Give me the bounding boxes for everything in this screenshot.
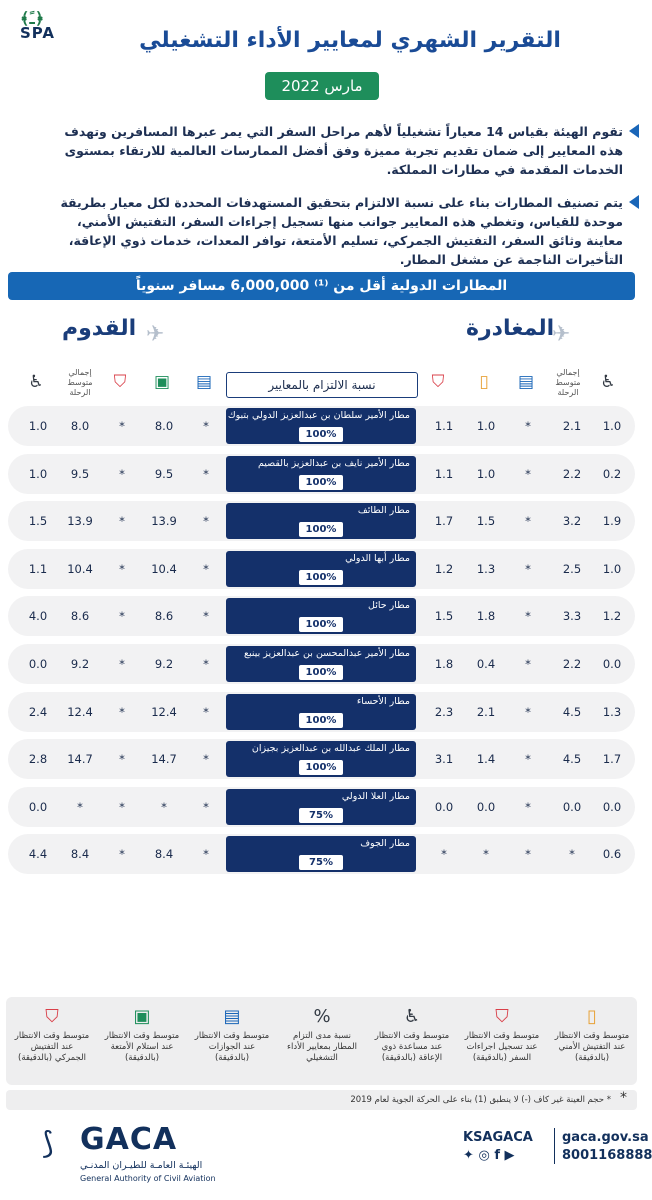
baggage-icon: ▣ [153, 372, 171, 392]
arrival-cell: * [203, 514, 209, 529]
intro-paragraph-2: يتم تصنيف المطارات بناء على نسبة الالتزام بتحقيق المستهدفات المحددة لكل معيار بطريقة موحدة للقياس، وتغطي هذه المعايير جوانب منها تسجيل إجراءات السفر، التفتيش الأمني، معاينة وثائق السفر، التفتيش الجمركي، تسليم الأمتعة، توافر المعدات، خدمات ذوي الإعاقة، التأخيرات الناجمة عن مشغل المطار. [53, 193, 623, 269]
arrival-cell: 8.0 [154, 419, 174, 433]
arrival-cell: * [203, 657, 209, 671]
arrival-cell: 9.2 [154, 657, 174, 671]
departure-cell: 1.5 [476, 514, 496, 529]
airport-name: مطار الملك عبدالله بن عبدالعزيز بجيزان [251, 743, 410, 755]
table-row [8, 501, 635, 541]
departure-cell: 1.1 [434, 419, 454, 433]
contact-divider [554, 1128, 555, 1164]
legend-text: متوسط وقت الانتظار عند تسجيل اجراءات السفر (بالدقيقة) [464, 1031, 540, 1063]
departure-cell: 1.4 [476, 752, 496, 767]
spa-wave-icon: ﴾ﹱ﴿ [20, 9, 45, 28]
total-trip-header: إجمالي متوسط الرحلة [67, 368, 93, 397]
legend-item [284, 1005, 360, 1064]
arrival-cell: 2.8 [28, 752, 48, 767]
compliance-percent: 100% [299, 665, 343, 680]
wheelchair-icon: ♿ [28, 372, 44, 392]
arrival-cell: 8.6 [154, 609, 174, 624]
legend-text: متوسط وقت الانتظار عند التفتيش الجمركي (بالدقيقة) [14, 1031, 90, 1063]
departure-cell: 2.2 [562, 466, 582, 481]
arrival-cell: 8.4 [154, 847, 174, 862]
arrival-cell: 8.6 [70, 609, 90, 624]
spa-logo-text: SPA [20, 24, 56, 42]
departure-cell: 1.2 [602, 609, 622, 624]
departure-cell: 2.3 [434, 704, 454, 719]
arrival-cell: * [77, 799, 83, 814]
legend-item [374, 1005, 450, 1064]
arrival-cell: * [203, 609, 209, 624]
metal-detector-icon: ▯ [479, 372, 489, 392]
arrival-cell: 12.4 [67, 704, 93, 719]
legend-text: متوسط وقت الانتظار عند التفتيش الأمني (بالدقيقة) [554, 1031, 630, 1063]
compliance-percent: 100% [299, 617, 343, 632]
arrival-cell: 8.0 [70, 419, 90, 433]
arrival-cell: 14.7 [67, 752, 93, 767]
airport-name: مطار حائل [368, 600, 410, 612]
departure-cell: * [525, 609, 531, 624]
customs-icon: ⛉ [113, 372, 127, 392]
departure-plane-icon: ✈ [552, 322, 571, 347]
departure-cell: 1.9 [602, 514, 622, 529]
departure-cell: 2.1 [476, 704, 496, 719]
phone-number[interactable]: 8001168888 [562, 1148, 652, 1163]
departure-cell: 1.7 [602, 752, 622, 767]
arrival-cell: 1.0 [28, 419, 48, 433]
bullet-marker-icon [629, 195, 639, 209]
social-icons [463, 1148, 515, 1163]
arrival-cell: * [119, 657, 125, 671]
arrival-cell: 4.0 [28, 609, 48, 624]
airport-name-box [226, 551, 416, 587]
arrival-cell: 12.4 [151, 704, 177, 719]
departure-cell: 0.0 [602, 657, 622, 671]
airport-name-box [226, 456, 416, 492]
table-row [8, 549, 635, 589]
departure-cell: 0.0 [602, 799, 622, 814]
compliance-percent: 100% [299, 760, 343, 775]
arrival-cell: 14.7 [151, 752, 177, 767]
arrival-cell: * [119, 466, 125, 481]
compliance-percent: 100% [299, 570, 343, 585]
arrival-cell: * [119, 609, 125, 624]
departure-cell: 1.0 [602, 419, 622, 433]
airport-name: مطار الأمير نايف بن عبدالعزيز بالقصيم [257, 457, 410, 469]
bullet-marker-icon [629, 124, 639, 138]
twitter-handle[interactable]: KSAGACA [463, 1130, 533, 1145]
departure-cell: 1.7 [434, 514, 454, 529]
page-title: التقرير الشهري لمعايير الأداء التشغيلي [139, 28, 561, 53]
arrival-cell: 13.9 [67, 514, 93, 529]
footnote-bar [6, 1090, 637, 1110]
table-row [8, 454, 635, 494]
departure-cell: 1.1 [434, 466, 454, 481]
table-row [8, 692, 635, 732]
departure-cell: 4.5 [562, 704, 582, 719]
departure-cell: 2.1 [562, 419, 582, 433]
legend-item [194, 1005, 270, 1064]
departure-cell: * [525, 466, 531, 481]
arrival-cell: * [161, 799, 167, 814]
compliance-header: نسبة الالتزام بالمعايير [226, 372, 418, 398]
footnote-text: * حجم العينة غير كاف (-) لا ينطبق (1) بناء على الحركة الجوية لعام 2019 [350, 1095, 611, 1105]
arrival-cell: * [119, 514, 125, 529]
checkin-counter-icon: ⛉ [495, 1006, 509, 1027]
departure-cell: 3.1 [434, 752, 454, 767]
passport-icon: ▤ [517, 372, 535, 392]
departure-cell: * [569, 847, 575, 862]
airport-name: مطار أبها الدولي [345, 552, 410, 564]
legend-item [104, 1005, 180, 1064]
table-row [8, 739, 635, 779]
legend-text: متوسط وقت الانتظار عند الجوازات (بالدقيقة) [194, 1031, 270, 1063]
airport-name-box [226, 646, 416, 682]
compliance-percent: 100% [299, 427, 343, 442]
arrival-cell: * [119, 752, 125, 767]
departure-cell: * [483, 847, 489, 862]
instagram-icon[interactable]: ◎ [478, 1148, 490, 1163]
arrival-cell: 9.2 [70, 657, 90, 671]
asterisk-icon: * [620, 1090, 627, 1106]
departure-cell: 0.2 [602, 466, 622, 481]
departure-cell: * [441, 847, 447, 862]
gaca-logo [40, 1120, 220, 1190]
website-link[interactable]: gaca.gov.sa [562, 1130, 649, 1145]
airport-name: مطار الطائف [357, 505, 410, 517]
departure-cell: 4.5 [562, 752, 582, 767]
compliance-percent: 100% [299, 522, 343, 537]
departure-cell: 1.8 [434, 657, 454, 671]
departure-cell: 1.8 [476, 609, 496, 624]
wheelchair-icon: ♿ [600, 372, 616, 392]
arrival-cell: * [203, 799, 209, 814]
arrival-cell: * [203, 466, 209, 481]
departure-cell: * [525, 752, 531, 767]
arrival-cell: 0.0 [28, 657, 48, 671]
airport-name-box [226, 503, 416, 539]
arrival-cell: 13.9 [151, 514, 177, 529]
departure-cell: * [525, 419, 531, 433]
gaca-english-name: General Authority of Civil Aviation [80, 1174, 216, 1183]
legend-panel [6, 997, 637, 1085]
arrival-cell: 1.0 [28, 466, 48, 481]
arrival-cell: 10.4 [67, 561, 93, 576]
departure-cell: 1.3 [602, 704, 622, 719]
arrival-cell: 10.4 [151, 561, 177, 576]
airport-name: مطار الأحساء [356, 695, 410, 707]
gaca-arabic-name: الهيئـة العامـة للطيـران المدنـي [80, 1160, 203, 1171]
arrival-cell: * [203, 752, 209, 767]
legend-item [554, 1005, 630, 1064]
arrival-cell: 1.1 [28, 561, 48, 576]
table-row [8, 406, 635, 446]
compliance-percent: 75% [299, 808, 343, 823]
departure-cell: 0.0 [562, 799, 582, 814]
airport-name: مطار الأمير عبدالمحسن بن عبدالعزيز بينبع [243, 648, 410, 659]
airport-name-box [226, 408, 416, 444]
departure-cell: 2.5 [562, 561, 582, 576]
departure-cell: 1.0 [602, 561, 622, 576]
twitter-icon[interactable]: ✦ [463, 1148, 474, 1163]
departure-cell: * [525, 799, 531, 814]
table-row [8, 644, 635, 684]
arrival-cell: * [203, 847, 209, 862]
arrival-cell: 9.5 [154, 466, 174, 481]
passport-icon: ▤ [195, 372, 213, 392]
departure-cell: 3.3 [562, 609, 582, 624]
facebook-icon[interactable]: f [494, 1148, 500, 1163]
youtube-icon[interactable]: ▶ [504, 1148, 515, 1163]
arrival-cell: 4.4 [28, 847, 48, 862]
departure-cell: 1.3 [476, 561, 496, 576]
arrival-cell: * [119, 561, 125, 576]
spa-logo [20, 9, 72, 42]
table-row [8, 596, 635, 636]
arrival-cell: * [119, 704, 125, 719]
legend-text: متوسط وقت الانتظار عند استلام الأمتعة (بالدقيقة) [104, 1031, 180, 1063]
departure-cell: 1.5 [434, 609, 454, 624]
airport-name-box [226, 741, 416, 777]
departure-cell: * [525, 704, 531, 719]
arrival-cell: 2.4 [28, 704, 48, 719]
airport-name: مطار العلا الدولي [341, 790, 410, 802]
customs-icon: ⛉ [45, 1006, 59, 1027]
baggage-icon: ▣ [133, 1006, 151, 1027]
arrival-cell: * [203, 704, 209, 719]
airport-name-box [226, 694, 416, 730]
wheelchair-icon: ♿ [403, 1006, 421, 1027]
gaca-emblem-icon: ⟆ [42, 1126, 54, 1161]
departure-cell: 0.6 [602, 847, 622, 862]
departure-cell: 1.2 [434, 561, 454, 576]
airport-name-box [226, 836, 416, 872]
arrival-cell: * [203, 419, 209, 433]
checkin-counter-icon: ⛉ [431, 372, 445, 392]
arrival-cell: 0.0 [28, 799, 48, 814]
arrival-cell: * [119, 419, 125, 433]
departure-cell: * [525, 657, 531, 671]
arrival-cell: 1.5 [28, 514, 48, 529]
departure-cell: 0.0 [476, 799, 496, 814]
airport-name: مطار الجوف [360, 838, 410, 850]
month-badge: مارس 2022 [265, 72, 379, 100]
legend-item [14, 1005, 90, 1064]
departure-cell: * [525, 514, 531, 529]
compliance-percent: 75% [299, 855, 343, 870]
arrival-cell: * [203, 561, 209, 576]
gaca-abbr: GACA [80, 1122, 178, 1157]
passport-icon: ▤ [223, 1006, 241, 1027]
arrival-plane-icon: ✈ [146, 322, 165, 347]
departure-cell: 2.2 [562, 657, 582, 671]
total-trip-header: إجمالي متوسط الرحلة [555, 368, 581, 397]
arrival-cell: * [119, 847, 125, 862]
legend-text: نسبة مدى التزام المطار بمعايير الأداء التشغيلي [287, 1031, 357, 1063]
category-band: المطارات الدولية أقل من ⁽¹⁾ 6,000,000 مسافر سنوياً [8, 272, 635, 300]
table-row [8, 834, 635, 874]
airport-name-box [226, 598, 416, 634]
metal-detector-icon: ▯ [587, 1006, 597, 1027]
intro-paragraph-1: تقوم الهيئة بقياس 14 معياراً تشغيلياً لأهم مراحل السفر التي يمر عبرها المسافرين وتهدف هذه المعايير إلى ضمان تقديم تجربة مميزة وفق أفضل الممارسات العالمية للارتقاء بمستوى الخدمات المقدمة في مطارات المملكة. [53, 122, 623, 179]
departures-label: المغادرة [466, 316, 555, 341]
airport-name: مطار الأمير سلطان بن عبدالعزيز الدولي بتبوك [227, 410, 410, 421]
airport-name-box [226, 789, 416, 825]
arrival-cell: 9.5 [70, 466, 90, 481]
compliance-percent: 100% [299, 713, 343, 728]
arrival-cell: * [119, 799, 125, 814]
compliance-percent: 100% [299, 475, 343, 490]
departure-cell: * [525, 561, 531, 576]
arrivals-label: القدوم [62, 316, 137, 341]
departure-cell: 1.0 [476, 419, 496, 433]
legend-text: متوسط وقت الانتظار عند مساعدة ذوي الإعاقة (بالدقيقة) [374, 1031, 450, 1063]
departure-cell: 1.0 [476, 466, 496, 481]
departure-cell: 0.0 [434, 799, 454, 814]
departure-cell: 3.2 [562, 514, 582, 529]
legend-item [464, 1005, 540, 1064]
table-row [8, 787, 635, 827]
arrival-cell: 8.4 [70, 847, 90, 862]
departure-cell: * [525, 847, 531, 862]
departure-cell: 0.4 [476, 657, 496, 671]
percent-icon: % [313, 1006, 331, 1027]
